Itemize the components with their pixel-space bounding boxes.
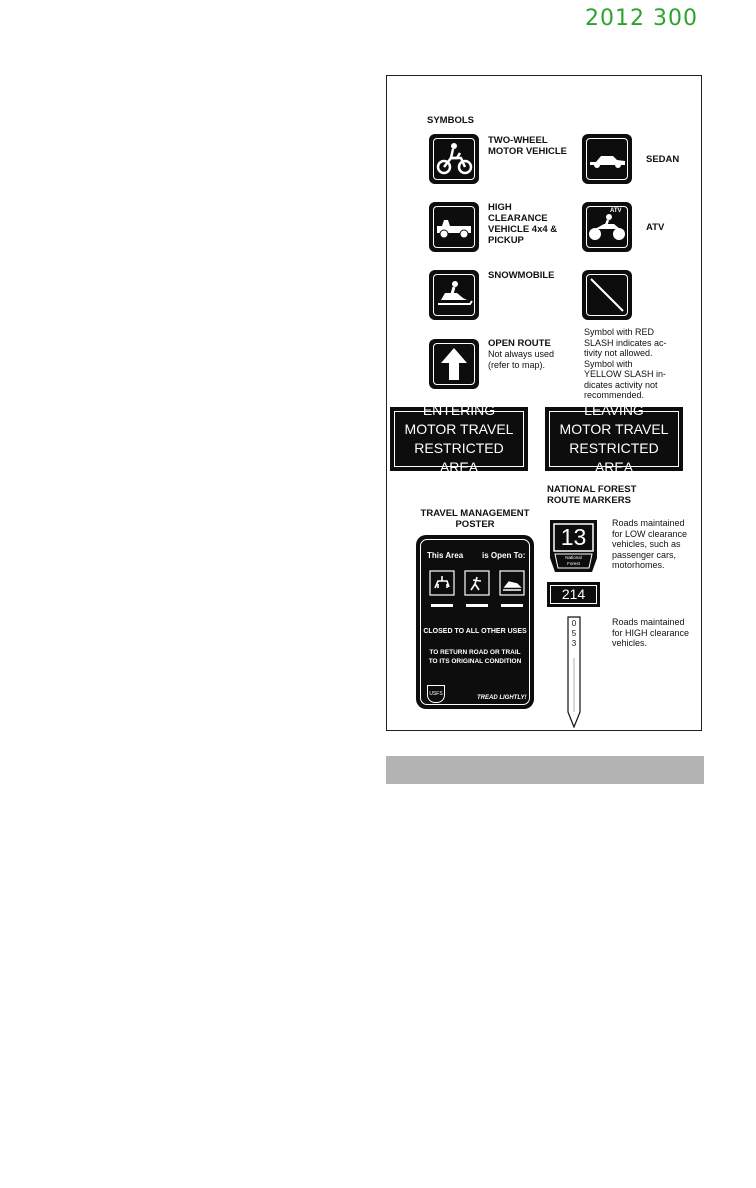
sign-line: MOTOR TRAVEL <box>404 421 514 437</box>
poster-icons <box>429 570 525 598</box>
slash-icon <box>582 270 632 320</box>
sign-line: RESTRICTED AREA <box>414 440 504 475</box>
jeep-icon <box>429 202 479 252</box>
label-line: CLEARANCE <box>488 213 548 224</box>
post-digit: 5 <box>571 629 577 638</box>
heading-line: NATIONAL FOREST <box>547 484 637 495</box>
poster-heading <box>405 508 545 530</box>
note-line: Symbol with RED <box>584 327 655 337</box>
entering-restricted-sign <box>390 402 528 475</box>
label-line: PICKUP <box>488 235 524 246</box>
symbols-heading: SYMBOLS <box>427 115 474 126</box>
travel-management-poster <box>416 535 534 709</box>
high-clearance-note <box>612 617 689 649</box>
atv-label: ATV <box>646 222 665 233</box>
poster-title-right: is Open To: <box>482 551 526 560</box>
label-line: TWO-WHEEL <box>488 135 548 146</box>
note-line: Not always used <box>488 349 555 359</box>
poster-title-left: This Area <box>427 551 464 560</box>
note-line: for LOW clearance <box>612 528 688 539</box>
note-line: YELLOW SLASH in- <box>584 369 667 379</box>
note-line: vehicles, such as <box>612 539 681 549</box>
sedan-sign <box>582 134 632 184</box>
sign-line: MOTOR TRAVEL <box>559 421 669 437</box>
label-line: HIGH <box>488 202 512 213</box>
route-post-marker <box>567 616 581 728</box>
post-digit: 3 <box>571 639 577 648</box>
open-route-sign <box>429 339 479 389</box>
sedan-label: SEDAN <box>646 154 680 165</box>
jeep-label <box>488 202 557 246</box>
sedan-icon <box>582 134 632 184</box>
sub-line: National <box>565 555 582 560</box>
page-header-model: 2012 300 <box>585 6 698 31</box>
note-line: passenger cars, <box>612 549 677 560</box>
snowmobile-label: SNOWMOBILE <box>488 270 555 281</box>
route-plate-marker <box>547 582 600 607</box>
open-route-label <box>488 338 554 370</box>
heading-line: POSTER <box>455 519 495 530</box>
note-line: motorhomes. <box>612 560 665 570</box>
poster-closed-text: CLOSED TO ALL OTHER USES <box>423 628 527 635</box>
sub-line: Forest <box>567 561 580 566</box>
sign-line: LEAVING <box>584 402 644 418</box>
section-divider-bar <box>386 756 704 784</box>
post-digit: 0 <box>571 619 577 628</box>
jeep-sign <box>429 202 479 252</box>
note-line: Roads maintained <box>612 617 685 627</box>
usfs-shield-logo <box>427 685 445 703</box>
atv-badge: ATV <box>610 208 622 214</box>
poster-return-text <box>421 648 529 666</box>
note-line: (refer to map). <box>488 359 546 370</box>
motorcycle-sign <box>429 134 479 184</box>
snowmobile-icon <box>429 270 479 320</box>
arrow-up-icon <box>429 339 479 389</box>
note-line: Symbol with <box>584 358 633 369</box>
signs-figure <box>386 75 702 731</box>
tread-lightly-logo: TREAD LIGHTLY! <box>477 695 527 701</box>
horse-icon <box>430 571 454 595</box>
heading-line: ROUTE MARKERS <box>547 495 631 506</box>
route-markers-heading <box>547 484 636 506</box>
sign-line: ENTERING <box>422 402 496 418</box>
note-line: SLASH indicates ac- <box>584 337 667 348</box>
slash-note <box>584 327 667 401</box>
shield-number: 13 <box>560 524 587 550</box>
label-line: OPEN ROUTE <box>488 338 551 349</box>
poster-icon-captions <box>429 603 525 609</box>
return-line: TO ITS ORIGINAL CONDITION <box>428 658 522 665</box>
label-line: MOTOR VEHICLE <box>488 146 567 157</box>
label-line: VEHICLE 4x4 & <box>488 224 558 235</box>
note-line: vehicles. <box>612 638 648 648</box>
motorcycle-label <box>488 135 567 157</box>
atv-icon <box>582 202 632 252</box>
route-shield-marker <box>547 518 600 574</box>
hiker-icon <box>465 571 489 595</box>
note-line: recommended. <box>584 390 645 400</box>
leaving-restricted-sign <box>545 402 683 475</box>
motorcycle-icon <box>429 134 479 184</box>
low-clearance-note <box>612 518 687 571</box>
shield-sub <box>547 555 600 567</box>
note-line: dicates activity not <box>584 379 658 390</box>
note-line: tivity not allowed. <box>584 348 653 358</box>
slash-sign <box>582 270 632 320</box>
atv-sign <box>582 202 632 252</box>
snowmobile-sign <box>429 270 479 320</box>
sign-line: RESTRICTED AREA <box>569 440 659 475</box>
logo-text: USFS <box>429 691 443 697</box>
return-line: TO RETURN ROAD OR TRAIL <box>429 649 521 656</box>
note-line: Roads maintained <box>612 518 685 528</box>
post-digits <box>567 619 581 649</box>
heading-line: TRAVEL MANAGEMENT <box>420 508 530 519</box>
plate-number: 214 <box>550 585 597 604</box>
note-line: for HIGH clearance <box>612 627 690 638</box>
